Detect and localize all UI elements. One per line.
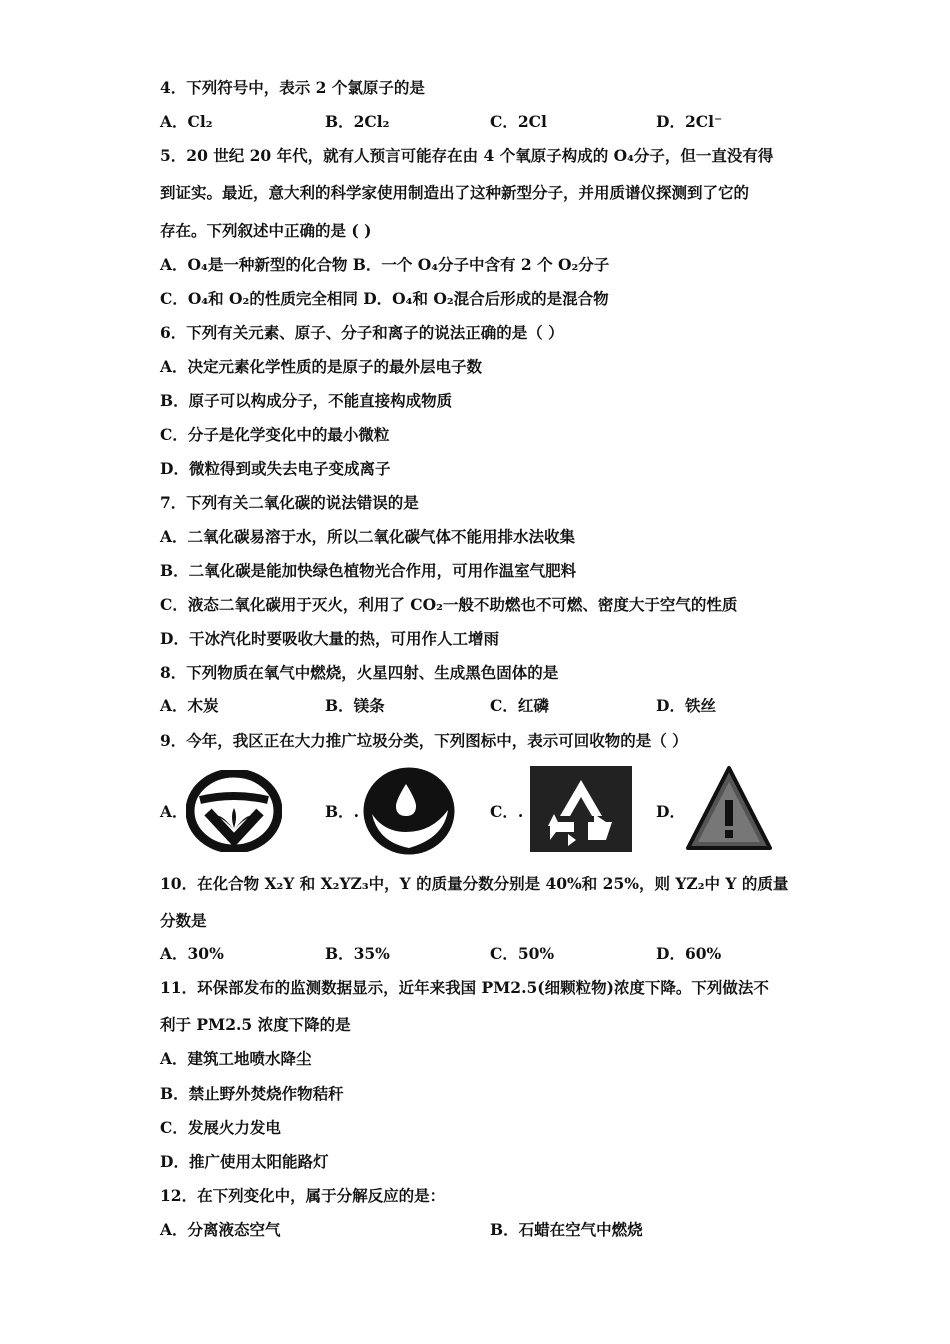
q10-option-b: B．35%: [325, 944, 390, 963]
q9-option-d-image: [684, 764, 774, 856]
q6-option-d: D．微粒得到或失去电子变成离子: [160, 459, 391, 478]
q12-option-a: A．分离液态空气: [160, 1220, 281, 1239]
q8-option-a: A．木炭: [160, 696, 219, 715]
q5-options-ab: A．O₄是一种新型的化合物 B．一个 O₄分子中含有 2 个 O₂分子: [160, 255, 610, 274]
q9-option-d-label: D．: [656, 802, 685, 821]
q7-option-a: A．二氧化碳易溶于水，所以二氧化碳气体不能用排水法收集: [160, 527, 576, 546]
q9-option-b-image: [362, 766, 456, 860]
q4-option-a: A．Cl₂: [160, 112, 213, 131]
q8-stem: 8．下列物质在氧气中燃烧，火星四射、生成黑色固体的是: [160, 663, 559, 682]
q11-stem-line1: 11．环保部发布的监测数据显示，近年来我国 PM2.5(细颗粒物)浓度下降。下列做法不: [160, 978, 769, 997]
q6-stem: 6．下列有关元素、原子、分子和离子的说法正确的是（ ）: [160, 323, 564, 342]
q10-stem-line2: 分数是: [160, 911, 207, 930]
q12-option-b: B．石蜡在空气中燃烧: [490, 1220, 643, 1239]
q9-option-b-label: B．.: [325, 802, 359, 821]
q7-stem: 7．下列有关二氧化碳的说法错误的是: [160, 493, 419, 512]
green-food-logo-icon: [186, 770, 282, 852]
q11-option-c: C．发展火力发电: [160, 1118, 281, 1137]
q5-options-cd: C．O₄和 O₂的性质完全相同 D．O₄和 O₂混合后形成的是混合物: [160, 289, 609, 308]
q6-option-b: B．原子可以构成分子，不能直接构成物质: [160, 391, 453, 410]
q4-stem: 4．下列符号中，表示 2 个氯原子的是: [160, 78, 425, 97]
q5-stem-line3: 存在。下列叙述中正确的是 ( ): [160, 221, 372, 240]
q5-stem-line1: 5．20 世纪 20 年代，就有人预言可能存在由 4 个氧原子构成的 O₄分子，但一直没有得: [160, 146, 774, 165]
q11-option-b: B．禁止野外焚烧作物秸秆: [160, 1084, 344, 1103]
q11-option-d: D．推广使用太阳能路灯: [160, 1152, 329, 1171]
q9-option-a-image: [186, 770, 282, 856]
q6-option-a: A．决定元素化学性质的是原子的最外层电子数: [160, 357, 483, 376]
hazard-warning-triangle-icon: [684, 764, 774, 852]
q4-option-c: C．2Cl: [490, 112, 547, 131]
q8-option-d: D．铁丝: [656, 696, 716, 715]
recycle-symbol-icon: [530, 766, 632, 852]
q11-option-a: A．建筑工地喷水降尘: [160, 1049, 312, 1068]
q10-option-a: A．30%: [160, 944, 224, 963]
q7-option-c: C．液态二氧化碳用于灭火，利用了 CO₂一般不助燃也不可燃、密度大于空气的性质: [160, 595, 738, 614]
q8-option-c: C．红磷: [490, 696, 549, 715]
q4-option-d: D．2Cl⁻: [656, 112, 723, 131]
q8-option-b: B．镁条: [325, 696, 385, 715]
q7-option-d: D．干冰汽化时要吸收大量的热，可用作人工增雨: [160, 629, 499, 648]
q10-stem-line1: 10．在化合物 X₂Y 和 X₂YZ₃中，Y 的质量分数分别是 40%和 25%，则 YZ₂中 Y 的质量: [160, 874, 789, 893]
q6-option-c: C．分子是化学变化中的最小微粒: [160, 425, 390, 444]
water-saving-logo-icon: [362, 766, 456, 856]
q9-stem: 9．今年，我区正在大力推广垃圾分类，下列图标中，表示可回收物的是（ ）: [160, 731, 688, 750]
q7-option-b: B．二氧化碳是能加快绿色植物光合作用，可用作温室气肥料: [160, 561, 577, 580]
q9-option-c-label: C．.: [490, 802, 524, 821]
q12-stem: 12．在下列变化中，属于分解反应的是：: [160, 1186, 446, 1205]
q9-option-a-label: A．: [160, 802, 188, 821]
q11-stem-line2: 利于 PM2.5 浓度下降的是: [160, 1015, 351, 1034]
q5-stem-line2: 到证实。最近，意大利的科学家使用制造出了这种新型分子，并用质谱仪探测到了它的: [160, 183, 750, 202]
q10-option-d: D．60%: [656, 944, 722, 963]
q9-option-c-image: [530, 766, 632, 856]
q4-option-b: B．2Cl₂: [325, 112, 390, 131]
q10-option-c: C．50%: [490, 944, 555, 963]
